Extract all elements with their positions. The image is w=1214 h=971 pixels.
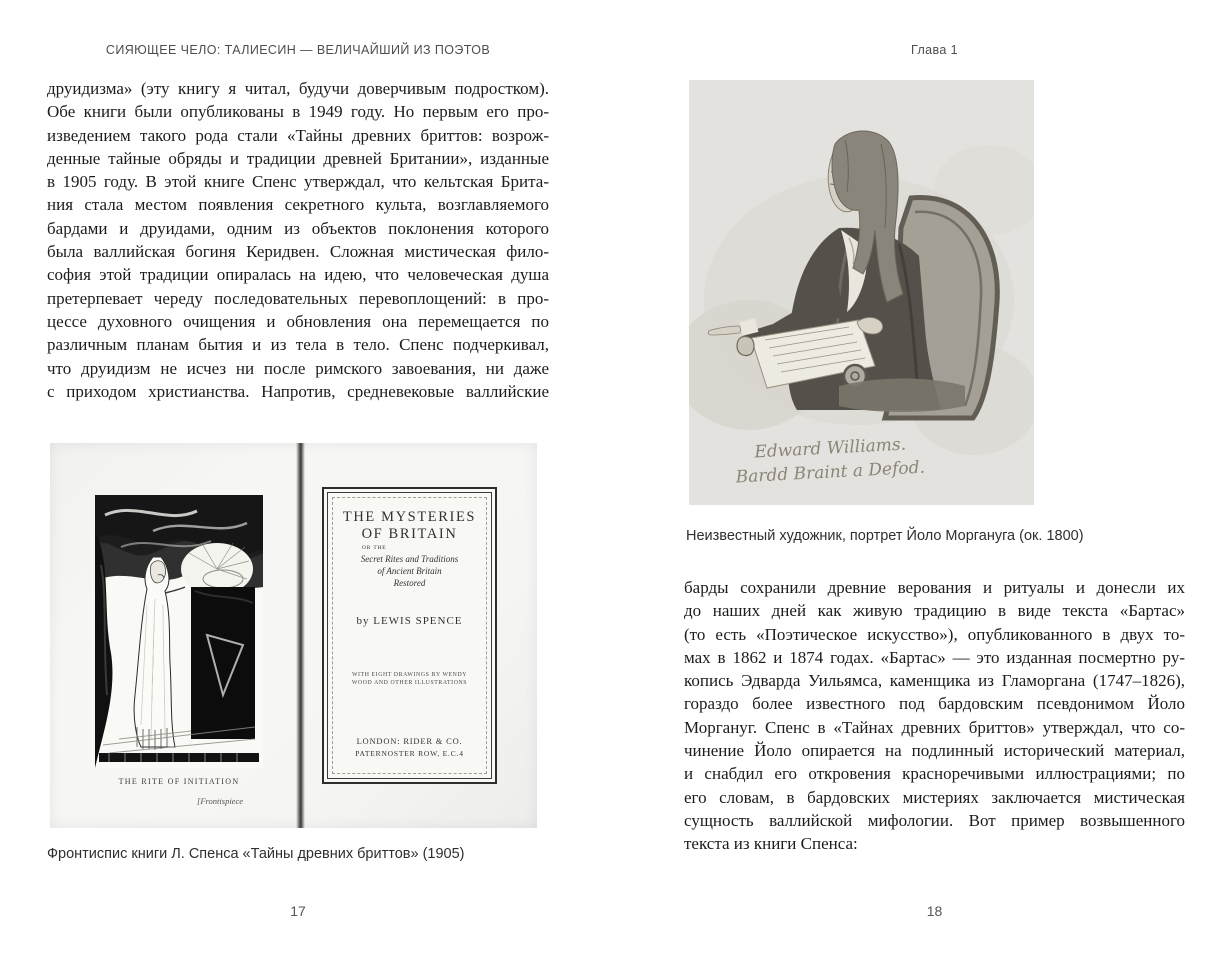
plate-caption: THE RITE OF INITIATION — [118, 777, 240, 786]
title-line1: THE MYSTERIES — [342, 509, 477, 525]
title-page-publisher-line1: LONDON: RIDER & CO. — [356, 736, 463, 746]
subtitle-line3: Restored — [393, 578, 426, 588]
title-page-author: by LEWIS SPENCE — [356, 615, 463, 627]
subtitle-line1: Secret Rites and Traditions — [360, 554, 459, 564]
title-page-publisher-line2: PATERNOSTER ROW, E.C.4 — [355, 749, 464, 758]
right-running-head: Глава 1 — [911, 43, 958, 57]
frontispiece-photo — [50, 443, 537, 828]
title-page-note-line1: WITH EIGHT DRAWINGS BY WENDY — [351, 672, 468, 678]
title-page-note-line2: WOOD AND OTHER ILLUSTRATIONS — [351, 680, 468, 686]
handwriting-line-1: Edward Williams. — [753, 434, 907, 463]
left-running-head: СИЯЮЩЕЕ ЧЕЛО: ТАЛИЕСИН — ВЕЛИЧАЙШИЙ ИЗ ПОЭТОВ — [105, 43, 491, 57]
right-body-text — [684, 576, 1185, 856]
subtitle-line2: of Ancient Britain — [377, 566, 442, 576]
right-figure-caption: Неизвестный художник, портрет Йоло Моргануга (ок. 1800) — [686, 528, 1084, 544]
right-body-last-line: текста из книги Спенса: — [684, 834, 858, 854]
title-line2: OF BRITAIN — [361, 526, 458, 542]
or-the: OR THE — [362, 545, 387, 551]
left-figure-caption: Фронтиспис книги Л. Спенса «Тайны древних бриттов» (1905) — [47, 846, 465, 862]
handwriting-line-2: Bardd Braint a Defod. — [735, 457, 926, 488]
frontispiece-label: [Frontispiece — [197, 796, 243, 806]
iolo-morganwg-portrait — [689, 80, 1034, 505]
rite-of-initiation-engraving — [95, 495, 263, 768]
right-page-number: 18 — [926, 903, 943, 919]
right-body-justified-lines: барды сохранили древние верования и ритуалы и донесли их до наших дней как живую традицию в виде текста «Бартас» (то есть «Поэтическое искусство»), опубликованного в двух то- мах в 1862 и 1874 годах. «Бартас» — это изданная посмертно ру- копись Эдварда Уильямса, каменщика из Гламоргана (1747–1826), гораздо более известного под бардовским псевдонимом Йоло Моргануг. Спенс в «Тайнах древних бриттов» утверждал, что со- чинение Йоло опирается на подлинный исторический материал, и снабдил его откровения красноречивыми иллюстрациями; по его словам, в бардовских мистериях заключается мистическая сущность валлийской мифологии. Вот пример возвышенного — [684, 578, 1185, 830]
left-body-text: друидизма» (эту книгу я читал, будучи доверчивым подростком). Обе книги были опубликованы в 1949 году. Но первым его про- изведением такого рода стали «Тайны древних бриттов: возрож- денные тайные обряды и традиции древней Британии», изданные в 1905 году. В этой книге Спенс утверждал, что кельтская Брита- ния стала местом появления секретного культа, возглавляемого бардами и друидами, одним из объектов поклонения которого была валлийская богиня Керидвен. Сложная мистическая фило- софия этой традиции опиралась на идею, что человеческая душа претерпевает череду последовательных перевоплощений: в про- цессе духовного очищения и обновления она перемещается по различным планам бытия и из тела в тело. Спенс подчеркивал, что друидизм не исчез ни после римского завоевания, ни даже с приходом христианства. Напротив, средневековые валлийские — [47, 79, 549, 401]
left-page-number: 17 — [290, 903, 306, 919]
book-gutter — [296, 443, 305, 828]
title-page — [322, 487, 497, 784]
